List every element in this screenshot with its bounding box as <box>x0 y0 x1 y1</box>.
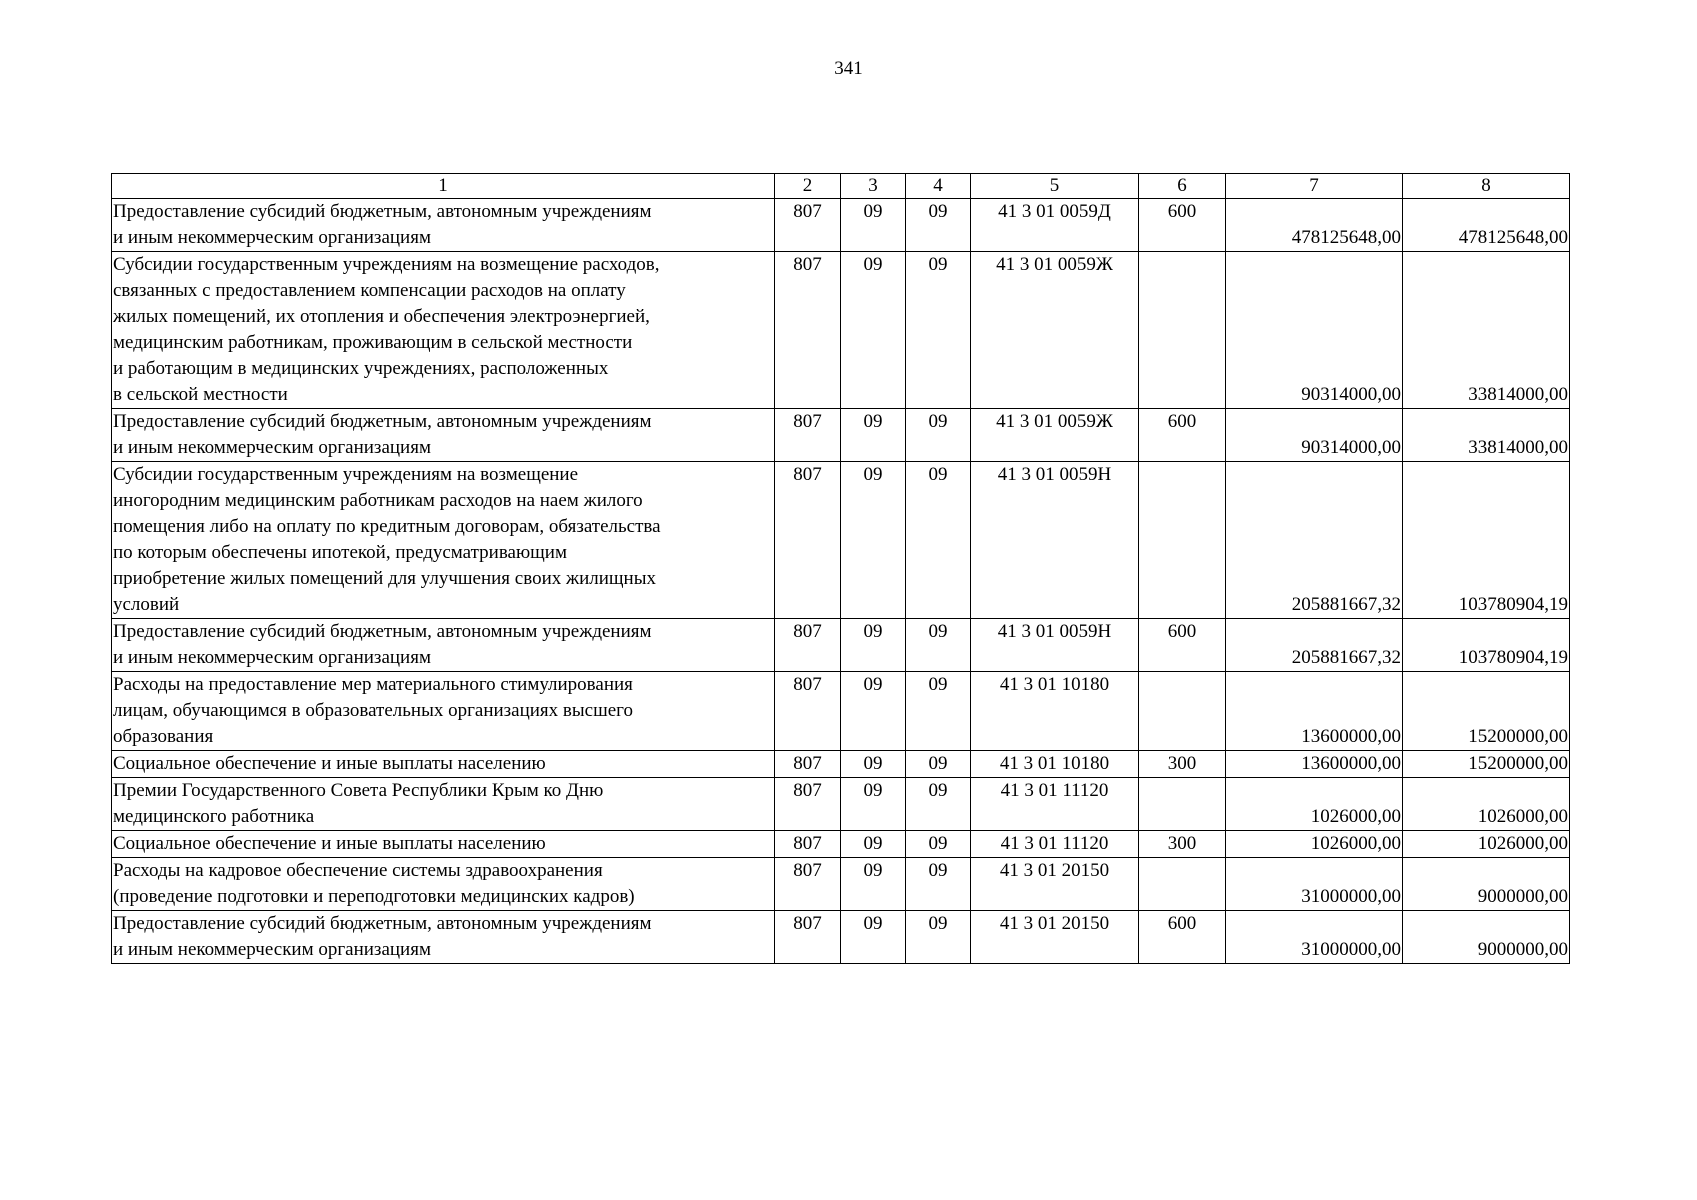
table-row <box>112 672 1570 751</box>
target-article-code: 41 3 01 11120 <box>971 778 1139 831</box>
expense-type-code <box>1139 672 1226 751</box>
amount-col7: 13600000,00 <box>1226 751 1403 778</box>
subsection-code: 09 <box>906 858 971 911</box>
expense-name: Предоставление субсидий бюджетным, автономным учреждениям и иным некоммерческим организациям <box>112 911 775 964</box>
grbs-code: 807 <box>775 672 841 751</box>
amount-col7: 205881667,32 <box>1226 619 1403 672</box>
section-code: 09 <box>841 462 906 619</box>
section-code: 09 <box>841 409 906 462</box>
section-code: 09 <box>841 831 906 858</box>
target-article-code: 41 3 01 10180 <box>971 672 1139 751</box>
expense-name: Расходы на кадровое обеспечение системы здравоохранения (проведение подготовки и переподготовки медицинских кадров) <box>112 858 775 911</box>
subsection-code: 09 <box>906 199 971 252</box>
expense-type-code: 600 <box>1139 409 1226 462</box>
expense-type-code: 600 <box>1139 199 1226 252</box>
amount-col7: 90314000,00 <box>1226 252 1403 409</box>
expense-type-code: 300 <box>1139 831 1226 858</box>
table-row <box>112 199 1570 252</box>
target-article-code: 41 3 01 20150 <box>971 858 1139 911</box>
subsection-code: 09 <box>906 619 971 672</box>
amount-col8: 33814000,00 <box>1403 252 1570 409</box>
expense-type-code <box>1139 252 1226 409</box>
header-cell: 4 <box>906 174 971 199</box>
amount-col7: 1026000,00 <box>1226 778 1403 831</box>
subsection-code: 09 <box>906 672 971 751</box>
target-article-code: 41 3 01 11120 <box>971 831 1139 858</box>
grbs-code: 807 <box>775 751 841 778</box>
target-article-code: 41 3 01 0059Д <box>971 199 1139 252</box>
target-article-code: 41 3 01 0059Ж <box>971 252 1139 409</box>
amount-col8: 15200000,00 <box>1403 751 1570 778</box>
expense-name: Премии Государственного Совета Республики Крым ко Дню медицинского работника <box>112 778 775 831</box>
amount-col8: 103780904,19 <box>1403 462 1570 619</box>
expense-name: Предоставление субсидий бюджетным, автономным учреждениям и иным некоммерческим организациям <box>112 199 775 252</box>
expense-name: Социальное обеспечение и иные выплаты населению <box>112 831 775 858</box>
table-row <box>112 619 1570 672</box>
expense-type-code <box>1139 462 1226 619</box>
expense-name: Социальное обеспечение и иные выплаты населению <box>112 751 775 778</box>
subsection-code: 09 <box>906 252 971 409</box>
grbs-code: 807 <box>775 778 841 831</box>
header-cell: 6 <box>1139 174 1226 199</box>
grbs-code: 807 <box>775 199 841 252</box>
grbs-code: 807 <box>775 252 841 409</box>
subsection-code: 09 <box>906 911 971 964</box>
header-row <box>112 174 1570 199</box>
amount-col8: 103780904,19 <box>1403 619 1570 672</box>
header-cell: 3 <box>841 174 906 199</box>
section-code: 09 <box>841 252 906 409</box>
expense-name: Предоставление субсидий бюджетным, автономным учреждениям и иным некоммерческим организациям <box>112 409 775 462</box>
expense-type-code: 300 <box>1139 751 1226 778</box>
amount-col7: 1026000,00 <box>1226 831 1403 858</box>
amount-col7: 90314000,00 <box>1226 409 1403 462</box>
expense-type-code <box>1139 778 1226 831</box>
amount-col7: 31000000,00 <box>1226 858 1403 911</box>
table-row <box>112 778 1570 831</box>
expense-name: Предоставление субсидий бюджетным, автономным учреждениям и иным некоммерческим организациям <box>112 619 775 672</box>
grbs-code: 807 <box>775 619 841 672</box>
table-row <box>112 751 1570 778</box>
table-row <box>112 858 1570 911</box>
target-article-code: 41 3 01 20150 <box>971 911 1139 964</box>
target-article-code: 41 3 01 10180 <box>971 751 1139 778</box>
page-number: 341 <box>834 58 863 79</box>
section-code: 09 <box>841 619 906 672</box>
amount-col8: 1026000,00 <box>1403 778 1570 831</box>
amount-col7: 13600000,00 <box>1226 672 1403 751</box>
grbs-code: 807 <box>775 409 841 462</box>
target-article-code: 41 3 01 0059Ж <box>971 409 1139 462</box>
section-code: 09 <box>841 911 906 964</box>
amount-col7: 31000000,00 <box>1226 911 1403 964</box>
amount-col8: 9000000,00 <box>1403 911 1570 964</box>
amount-col8: 1026000,00 <box>1403 831 1570 858</box>
amount-col8: 33814000,00 <box>1403 409 1570 462</box>
table-row <box>112 252 1570 409</box>
section-code: 09 <box>841 778 906 831</box>
table-row <box>112 911 1570 964</box>
header-cell: 2 <box>775 174 841 199</box>
header-cell: 1 <box>112 174 775 199</box>
section-code: 09 <box>841 858 906 911</box>
grbs-code: 807 <box>775 462 841 619</box>
grbs-code: 807 <box>775 911 841 964</box>
section-code: 09 <box>841 199 906 252</box>
subsection-code: 09 <box>906 462 971 619</box>
table-row <box>112 831 1570 858</box>
expense-name: Расходы на предоставление мер материального стимулирования лицам, обучающимся в образовательных организациях высшего образования <box>112 672 775 751</box>
header-cell: 5 <box>971 174 1139 199</box>
subsection-code: 09 <box>906 831 971 858</box>
target-article-code: 41 3 01 0059Н <box>971 462 1139 619</box>
subsection-code: 09 <box>906 778 971 831</box>
budget-table <box>111 173 1570 964</box>
amount-col8: 9000000,00 <box>1403 858 1570 911</box>
header-cell: 8 <box>1403 174 1570 199</box>
header-cell: 7 <box>1226 174 1403 199</box>
expense-type-code: 600 <box>1139 911 1226 964</box>
table-row <box>112 409 1570 462</box>
amount-col8: 478125648,00 <box>1403 199 1570 252</box>
expense-type-code <box>1139 858 1226 911</box>
expense-type-code: 600 <box>1139 619 1226 672</box>
amount-col7: 205881667,32 <box>1226 462 1403 619</box>
table-row <box>112 462 1570 619</box>
amount-col7: 478125648,00 <box>1226 199 1403 252</box>
section-code: 09 <box>841 672 906 751</box>
subsection-code: 09 <box>906 751 971 778</box>
target-article-code: 41 3 01 0059Н <box>971 619 1139 672</box>
grbs-code: 807 <box>775 831 841 858</box>
section-code: 09 <box>841 751 906 778</box>
subsection-code: 09 <box>906 409 971 462</box>
expense-name: Субсидии государственным учреждениям на возмещение иногородним медицинским работникам расходов на наем жилого помещения либо на оплату по кредитным договорам, обязательства по которым обеспечены ипотекой, предусматривающим приобретение жилых помещений для улучшения своих жилищных условий <box>112 462 775 619</box>
grbs-code: 807 <box>775 858 841 911</box>
amount-col8: 15200000,00 <box>1403 672 1570 751</box>
expense-name: Субсидии государственным учреждениям на возмещение расходов, связанных с предоставлением компенсации расходов на оплату жилых помещений, их отопления и обеспечения электроэнергией, медицинским работникам, проживающим в сельской местности и работающим в медицинских учреждениях, расположенных в сельской местности <box>112 252 775 409</box>
